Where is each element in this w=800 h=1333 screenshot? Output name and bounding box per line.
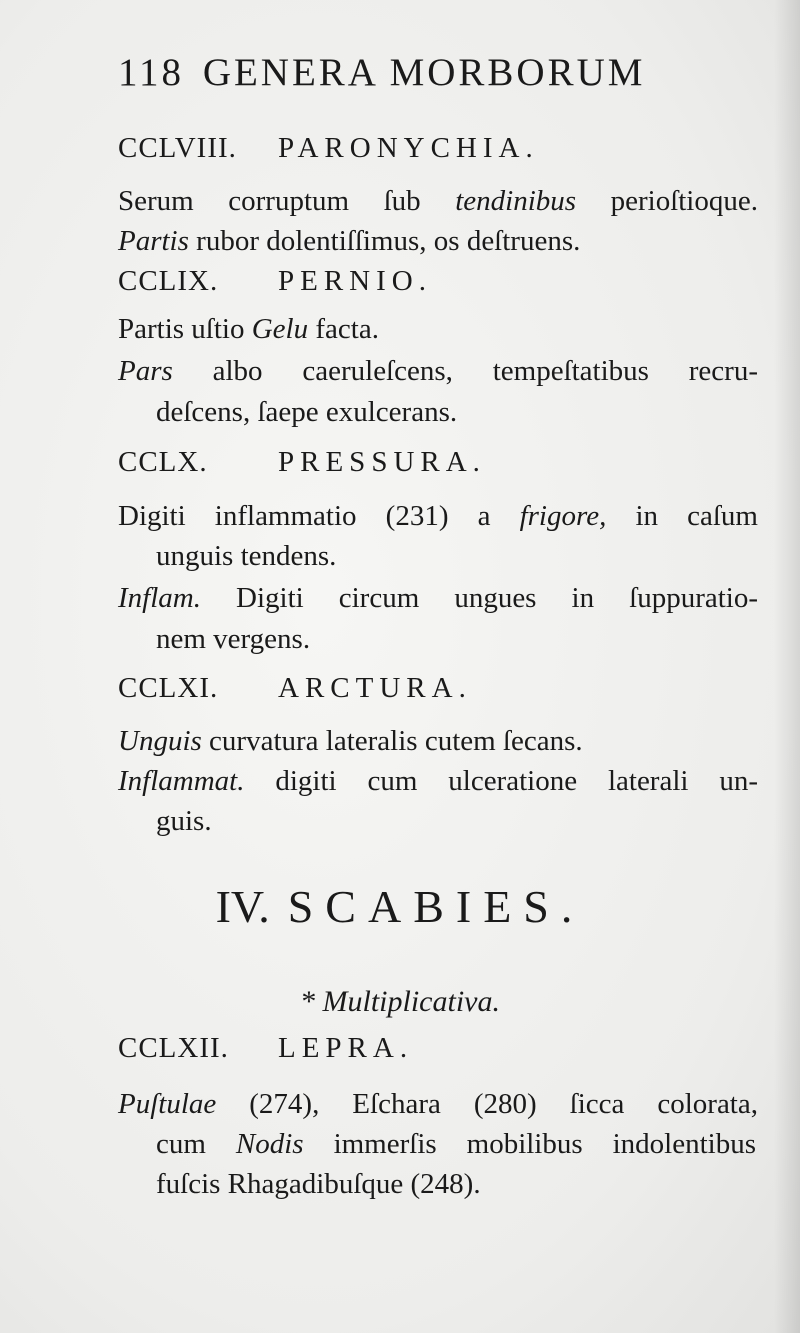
- text-run: fuſcis Rhagadibuſque (248).: [156, 1168, 481, 1200]
- text-run: nem vergens.: [156, 623, 311, 655]
- entry-heading: [118, 265, 432, 298]
- entry-number: CCLIX.: [118, 265, 219, 297]
- text-run: perioſtioque.: [576, 185, 758, 217]
- entry-text-line: [156, 805, 212, 838]
- entry-number: CCLX.: [118, 446, 208, 478]
- text-run: curvatura lateralis cutem ſecans.: [201, 725, 583, 757]
- entry-name: LEPRA.: [278, 1032, 414, 1064]
- section-number: IV.: [215, 881, 270, 932]
- running-title: GENERA MORBORUM: [202, 51, 646, 94]
- text-run: Digiti inflammatio (231) a: [118, 500, 520, 532]
- entry-text-line: [118, 313, 379, 346]
- entry-number: CCLXI.: [118, 672, 219, 704]
- text-run: Partis uſtio: [118, 313, 252, 345]
- entry-name: PARONYCHIA.: [278, 132, 539, 164]
- entry-text-line: [156, 540, 336, 573]
- entry-heading: [118, 672, 472, 705]
- italic-text-run: Pars: [118, 355, 173, 387]
- entry-text-line: [118, 500, 758, 533]
- text-run: rubor dolentiſſimus, os deſtruens.: [188, 225, 581, 257]
- text-run: (274), Eſchara (280) ſicca colorata,: [216, 1088, 758, 1120]
- entry-text-line: [118, 185, 758, 218]
- text-run: cum: [156, 1128, 236, 1160]
- italic-text-run: Inflammat.: [118, 765, 245, 797]
- entry-name: ARCTURA.: [278, 672, 472, 704]
- italic-text-run: frigore,: [519, 500, 607, 532]
- entry-text-line: [118, 765, 758, 798]
- italic-text-run: Inflam.: [118, 582, 201, 614]
- italic-text-run: tendinibus: [455, 185, 577, 217]
- entry-text-line: [118, 355, 758, 388]
- text-run: digiti cum ulceratione laterali un-: [244, 765, 758, 797]
- entry-heading: [118, 446, 486, 479]
- entry-name: PRESSURA.: [278, 446, 486, 478]
- italic-text-run: Gelu: [251, 313, 309, 345]
- entry-name: PERNIO.: [278, 265, 432, 297]
- entry-number: CCLXII.: [118, 1032, 229, 1064]
- text-run: in caſum: [606, 500, 758, 532]
- entry-text-line: [156, 1168, 481, 1201]
- entry-text-line: [118, 725, 583, 758]
- page-number: 118: [118, 51, 185, 94]
- subsection-heading: * Multiplicativa.: [300, 985, 500, 1018]
- italic-text-run: Nodis: [235, 1128, 304, 1160]
- running-head: [118, 50, 645, 95]
- text-run: albo caeruleſcens, tempeſtatibus recru-: [172, 355, 758, 387]
- section-title: SCABIES.: [287, 881, 585, 932]
- text-run: deſcens, ſaepe exulcerans.: [156, 396, 458, 428]
- entry-heading: [118, 1032, 413, 1065]
- italic-text-run: Puſtulae: [118, 1088, 217, 1120]
- text-run: facta.: [308, 313, 379, 345]
- entry-text-line: [118, 1088, 758, 1121]
- section-heading: [0, 880, 800, 933]
- italic-text-run: Unguis: [118, 725, 202, 757]
- text-run: guis.: [156, 805, 212, 837]
- entry-text-line: [118, 582, 758, 615]
- entry-number: CCLVIII.: [118, 132, 237, 164]
- entry-text-line: [156, 396, 457, 429]
- text-run: immerſis mobilibus indolentibus: [303, 1128, 756, 1160]
- entry-text-line: [118, 225, 580, 258]
- entry-heading: [118, 132, 539, 165]
- entry-text-line: [156, 623, 310, 656]
- text-run: Digiti circum ungues in ſuppuratio-: [200, 582, 758, 614]
- text-run: Serum corruptum ſub: [118, 185, 456, 217]
- text-run: unguis tendens.: [156, 540, 337, 572]
- italic-text-run: Partis: [118, 225, 189, 257]
- entry-text-line: [156, 1128, 756, 1161]
